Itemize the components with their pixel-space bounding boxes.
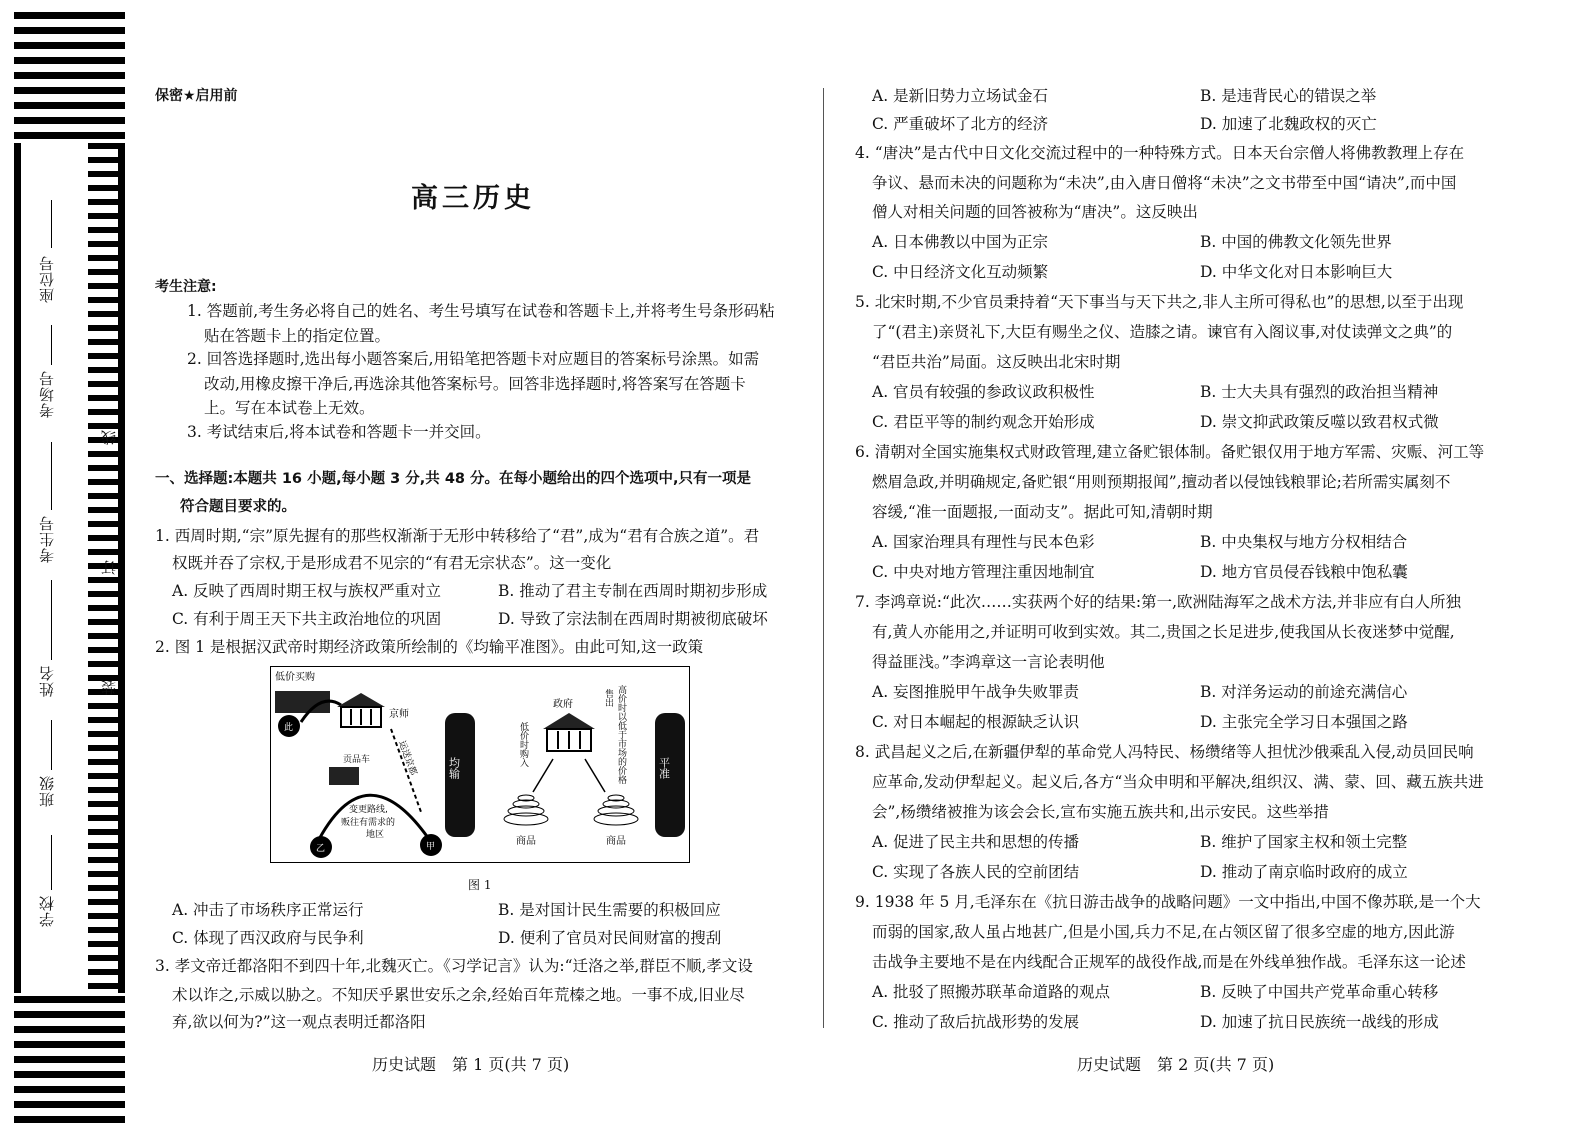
binding-stripe [88,619,118,625]
q5-option-d[interactable]: D. 崇文抑武政策反噬以致君权式微 [1200,413,1439,431]
q1-option-d[interactable]: D. 导致了宗法制在西周时期被彻底破坏 [498,610,768,628]
binding-stripe [88,759,118,765]
q5-stem: “君臣共治”局面。这反映出北宋时期 [872,353,1121,371]
fig-label-government: 政府 [553,699,573,710]
candidate-number-label: 考生号 [38,515,56,563]
q6-stem: 容缓,“准一面题报,一面动支”。据此可知,清朝时期 [872,503,1213,521]
binding-stripe [88,157,118,163]
q1-stem: 权既并吞了宗权,于是形成君不见宗的“有君无宗状态”。这一变化 [172,554,612,572]
q8-option-b[interactable]: B. 维护了国家主权和领土完整 [1200,833,1408,851]
q9-option-d[interactable]: D. 加速了抗日民族统一战线的形成 [1200,1013,1439,1031]
binding-stripe [88,465,118,471]
binding-stripe [88,269,118,275]
goods-pile-icon [504,795,548,825]
seat-number-line[interactable] [51,200,52,248]
binding-stripe [88,409,118,415]
binding-stripe [88,913,118,919]
binding-stripe [88,143,118,149]
q3-option-d[interactable]: D. 加速了北魏政权的灭亡 [1200,115,1377,133]
candidate-number-line[interactable] [51,442,52,510]
binding-stripe [88,171,118,177]
binding-stripe [88,297,118,303]
q2-option-d[interactable]: D. 便利了官员对民间财富的搜刮 [498,929,722,947]
binding-stripe [88,381,118,387]
binding-stripe [88,591,118,597]
section-heading: 一、选择题:本题共 16 小题,每小题 3 分,共 48 分。在每小题给出的四个选项中,只有一项是 [155,471,752,487]
binding-stripe [88,213,118,219]
fig-label-high-sell: 高价时以低于市场的价格 [616,685,626,784]
left-footer: 历史试题 第 1 页(共 7 页) [372,1055,570,1074]
q9-option-a[interactable]: A. 批驳了照搬苏联革命道路的观点 [872,983,1111,1001]
binding-stripe [88,885,118,891]
q5-stem: 5. 北宋时期,不少官员秉持着“天下事当与天下共之,非人主所可得私也”的思想,以至于出现 [855,293,1464,311]
binding-stripe [88,955,118,961]
q6-stem: 6. 清朝对全国实施集权式财政管理,建立备贮银体制。备贮银仅用于地方军需、灾赈、河工等 [855,443,1485,461]
binding-stripe [88,535,118,541]
class-label: 班级 [38,775,56,807]
fig-label-capital: 京师 [389,709,409,720]
q5-stem: 了“(君主)亲贤礼下,大臣有赐坐之仪、造膝之请。谏官有入阁议事,对仗读弹文之典”的 [872,323,1453,341]
binding-stripe [88,745,118,751]
bind-mark-bind: 装 [100,680,118,695]
binding-stripe [88,871,118,877]
cart-icon [329,767,359,785]
notice-line: 1. 答题前,考生务必将自己的姓名、考生号填写在试卷和答题卡上,并将考生号条形码粘 [187,302,775,320]
q6-option-a[interactable]: A. 国家治理具有理性与民本色彩 [872,533,1095,551]
fig-label-low-buy-top: 低价买购 [275,672,315,683]
fig-label-route: 变更路线, [349,805,388,815]
room-number-label: 考场号 [38,370,56,418]
notice-line: 2. 回答选择题时,选出每小题答案后,用铅笔把答题卡对应题目的答案标号涂黑。如需 [187,350,760,368]
binding-stripe [88,199,118,205]
name-label: 姓名 [38,665,56,697]
binding-stripe [88,647,118,653]
q3-stem: 弃,欲以何为?”这一观点表明迁都洛阳 [172,1013,426,1031]
page-title: 高三历史 [411,183,535,214]
q9-option-b[interactable]: B. 反映了中国共产党革命重心转移 [1200,983,1439,1001]
bind-mark-staple: 订 [100,560,118,575]
q4-option-c[interactable]: C. 中日经济文化互动频繁 [872,263,1049,281]
notice-title: 考生注意: [155,279,217,295]
binding-stripe [88,451,118,457]
binding-stripe [88,311,118,317]
q9-option-c[interactable]: C. 推动了敌后抗战形势的发展 [872,1013,1080,1031]
binding-stripe [88,983,118,989]
fig-label-goods: 商品 [606,836,626,847]
binding-stripe [88,521,118,527]
binding-stripe [88,829,118,835]
binding-stripe [88,843,118,849]
notice-line: 贴在答题卡上的指定位置。 [204,327,391,345]
q1-option-a[interactable]: A. 反映了西周时期王权与族权严重对立 [172,582,442,600]
binding-stripe [88,717,118,723]
fig-label-junshu: 均输 [447,757,461,779]
binding-stripe [88,395,118,401]
q6-option-d[interactable]: D. 地方官员侵吞钱粮中饱私囊 [1200,563,1408,581]
binding-stripe [88,577,118,583]
q4-stem: 僧人对相关问题的回答被称为“唐决”。这反映出 [872,203,1198,221]
q9-stem: 9. 1938 年 5 月,毛泽东在《抗日游击战争的战略问题》一文中指出,中国不像苏联,是一个大 [855,893,1481,911]
q2-option-a[interactable]: A. 冲击了市场秩序正常运行 [172,901,364,919]
binding-stripe [88,367,118,373]
binding-stripe [88,507,118,513]
q2-stem: 2. 图 1 是根据汉武帝时期经济政策所绘制的《均输平准图》。由此可知,这一政策 [155,638,704,656]
fig-label-route3: 地区 [366,830,385,840]
q4-stem: 争议、悬而未决的问题称为“未决”,由入唐日僧将“未决”之文书带至中国“请决”,而中国 [872,174,1457,192]
seat-number-label: 座位号 [38,255,56,303]
q8-option-a[interactable]: A. 促进了民主共和思想的传播 [872,833,1080,851]
figure-1-junshu-pingzhun [270,666,690,863]
q3-stem: 3. 孝文帝迁都洛阳不到四十年,北魏灭亡。《习学记言》认为:“迁洛之举,群臣不顺,孝文设 [155,957,753,975]
q9-stem: 而弱的国家,敌人虽占地甚广,但是小国,兵力不足,在占领区留了很多空虚的地方,因此游 [872,923,1455,941]
binding-stripe [88,801,118,807]
q7-stem: 得益匪浅。”李鸿章这一言论表明他 [872,653,1105,671]
binding-stripe [88,815,118,821]
q7-option-c[interactable]: C. 对日本崛起的根源缺乏认识 [872,713,1080,731]
q7-option-a[interactable]: A. 妄图推脱甲午战争失败罪责 [872,683,1080,701]
q5-option-b[interactable]: B. 士大夫具有强烈的政治担当精神 [1200,383,1439,401]
region-circle-label: 甲 [426,842,436,852]
binding-stripe [88,353,118,359]
binding-stripe [88,899,118,905]
q2-option-c[interactable]: C. 体现了西汉政府与民争利 [172,929,364,947]
q7-option-b[interactable]: B. 对洋务运动的前途充满信心 [1200,683,1408,701]
q5-option-a[interactable]: A. 官员有较强的参政议政积极性 [872,383,1095,401]
binding-stripe [88,969,118,975]
q4-option-b[interactable]: B. 中国的佛教文化领先世界 [1200,233,1392,251]
fig-label-transport: 运送京都 [396,739,418,777]
q6-option-c[interactable]: C. 中央对地方管理注重因地制宜 [872,563,1095,581]
q8-option-d[interactable]: D. 推动了南京临时政府的成立 [1200,863,1408,881]
notice-line: 上。写在本试卷上无效。 [204,399,375,417]
q7-stem: 7. 李鸿章说:“此次……实获两个好的结果:第一,欧洲陆海军之战术方法,并非应有白人所独 [855,593,1461,611]
q5-option-c[interactable]: C. 君臣平等的制约观念开始形成 [872,413,1095,431]
binding-stripe [88,283,118,289]
q4-stem: 4. “唐决”是古代中日文化交流过程中的一种特殊方式。日本天台宗僧人将佛教教理上存在 [855,144,1465,162]
government-building-icon [543,713,595,751]
binding-stripe [88,703,118,709]
binding-stripe [88,325,118,331]
binding-stripe [88,423,118,429]
school-line[interactable] [51,835,52,890]
name-line[interactable] [51,580,52,660]
binding-stripe [88,185,118,191]
binding-stripe [88,773,118,779]
arrow-buy [533,759,553,792]
q7-option-d[interactable]: D. 主张完全学习日本强国之路 [1200,713,1408,731]
region-circle-label: 此 [284,723,294,733]
binding-stripe [88,927,118,933]
confidential-label: 保密★启用前 [155,88,238,104]
binding-stripe [88,605,118,611]
q8-stem: 应革命,发动伊犁起义。起义后,各方“当众申明和平解决,组织汉、满、蒙、回、藏五族共进 [872,773,1484,791]
capital-building-icon [337,693,385,727]
room-number-line[interactable] [51,325,52,365]
binding-stripe [88,493,118,499]
q3-option-c[interactable]: C. 严重破坏了北方的经济 [872,115,1049,133]
q1-stem: 1. 西周时期,“宗”原先握有的那些权渐渐于无形中转移给了“君”,成为“君有合族之道”。君 [155,527,760,545]
q7-stem: 有,黄人亦能用之,并证明可收到实效。其二,贵国之长足进步,使我国从长夜迷梦中觉醒, [872,623,1455,641]
goods-pile-icon [594,795,638,825]
binding-stripe [88,661,118,667]
q3-option-b[interactable]: B. 是违背民心的错误之举 [1200,87,1377,105]
notice-line: 3. 考试结束后,将本试卷和答题卡一并交回。 [187,423,491,441]
bind-mark-line: 线 [100,430,118,445]
class-line[interactable] [51,720,52,770]
q4-option-d[interactable]: D. 中华文化对日本影响巨大 [1200,263,1393,281]
page-divider [823,88,824,1028]
q3-option-a[interactable]: A. 是新旧势力立场试金石 [872,87,1049,105]
binding-stripe [88,227,118,233]
q3-stem: 术以诈之,示威以胁之。不知厌乎累世安乐之余,经始百年荒榛之地。一事不成,旧业尽 [172,986,745,1004]
q9-stem: 击战争主要地不是在内线配合正规军的战役作战,而是在外线单独作战。毛泽东这一论述 [872,953,1466,971]
notice-line: 改动,用橡皮擦干净后,再选涂其他答案标号。回答非选择题时,将答案写在答题卡 [204,375,746,393]
q8-stem: 会”,杨缵绪被推为该会会长,宣布实施五族共和,出示安民。这些举措 [872,803,1329,821]
q6-stem: 燃眉急政,并明确规定,备贮银“用则预期报闻”,擅动者以侵蚀钱粮罪论;若所需实属刻不 [872,473,1451,491]
q1-option-c[interactable]: C. 有利于周王天下共主政治地位的巩固 [172,610,442,628]
binding-stripe [88,633,118,639]
q8-stem: 8. 武昌起义之后,在新疆伊犁的革命党人冯特民、杨缵绪等人担忧沙俄乘乱入侵,动员回民响 [855,743,1474,761]
q8-option-c[interactable]: C. 实现了各族人民的空前团结 [872,863,1080,881]
fig-label-goods: 商品 [516,836,536,847]
q2-option-b[interactable]: B. 是对国计民生需要的积极回应 [498,901,721,919]
binding-stripe [88,479,118,485]
q1-option-b[interactable]: B. 推动了君主专制在西周时期初步形成 [498,582,768,600]
figure-caption: 图 1 [468,878,492,892]
binding-stripe [88,241,118,247]
fig-label-low-buy: 低价时购入 [518,722,528,767]
binding-stripe [88,857,118,863]
binding-stripe [88,787,118,793]
section-heading-cont: 符合题目要求的。 [180,499,296,515]
fig-label-pingzhun: 平准 [657,757,671,779]
q4-option-a[interactable]: A. 日本佛教以中国为正宗 [872,233,1049,251]
school-label: 学校 [38,895,56,927]
arrow-sell [585,759,605,792]
binding-stripe [88,549,118,555]
binding-stripe [88,941,118,947]
q6-option-b[interactable]: B. 中央集权与地方分权相结合 [1200,533,1408,551]
right-footer: 历史试题 第 2 页(共 7 页) [1077,1055,1275,1074]
binding-stripe [88,255,118,261]
fig-label-tribute-cart: 贡品车 [343,755,371,765]
fig-label-route2: 贩往有需求的 [341,818,396,828]
binding-stripe [88,731,118,737]
binding-stripe [88,339,118,345]
region-circle-label: 乙 [316,844,326,854]
fig-label-sell: 售出 [603,689,613,707]
